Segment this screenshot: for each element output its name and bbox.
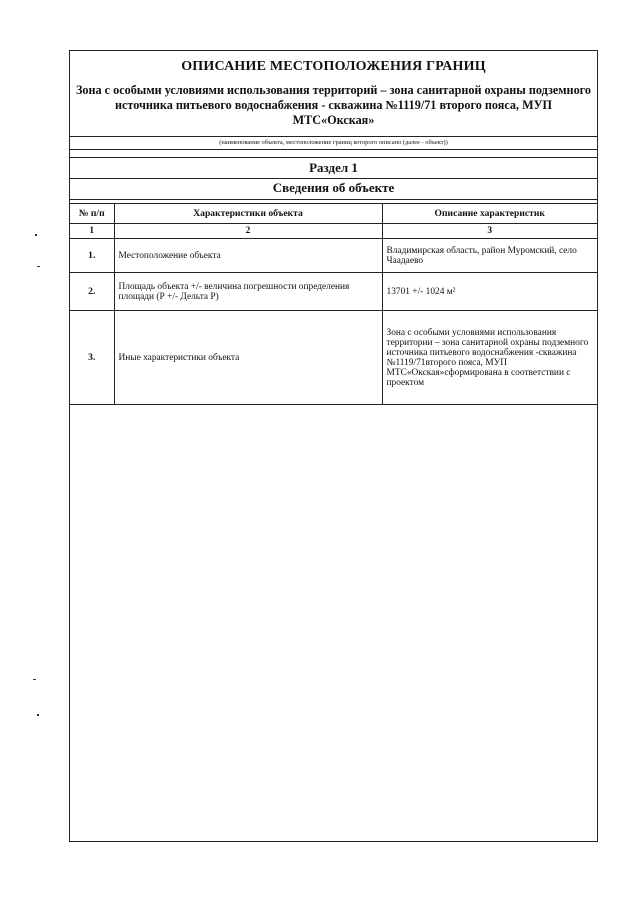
scan-speck [33,679,36,680]
row-number: 2. [70,273,114,311]
document-title: ОПИСАНИЕ МЕСТОПОЛОЖЕНИЯ ГРАНИЦ [181,59,486,74]
row-characteristic: Площадь объекта +/- величина погрешности определения площади (Р +/- Дельта Р) [114,273,382,311]
header-description: Описание характеристик [382,204,597,224]
object-name-hint: (наименование объекта, местоположение границ которого описано (далее - объект)) [70,136,597,150]
table-row [70,239,597,273]
header-characteristic: Характеристики объекта [114,204,382,224]
row-characteristic: Местоположение объекта [114,239,382,273]
column-number-row [70,224,597,239]
row-characteristic: Иные характеристики объекта [114,311,382,405]
section-title: Сведения об объекте [70,177,597,200]
section-number: Раздел 1 [70,157,597,179]
table-row [70,311,597,405]
row-number: 3. [70,311,114,405]
column-number: 2 [114,224,382,239]
document-frame [69,50,598,842]
table-header-row [70,204,597,224]
column-number: 1 [70,224,114,239]
row-number: 1. [70,239,114,273]
column-number: 3 [382,224,597,239]
row-description: Владимирская область, район Муромский, село Чаадаево [382,239,597,273]
row-description: 13701 +/- 1024 м² [382,273,597,311]
header-number: № п/п [70,204,114,224]
object-name: Зона с особыми условиями использования территорий – зона санитарной охраны подземного источника питьевого водоснабжения - скважина №1119/71 второго пояса, МУП МТС«Окская» [75,83,592,127]
table-row [70,273,597,311]
scan-speck [37,714,39,716]
scan-speck [35,234,37,236]
object-info-table [70,203,597,405]
row-description: Зона с особыми условиями использования территории – зона санитарной охраны подземного источника питьевого водоснабжения -скважина №1119/71второго пояса, МУП МТС«Окская»сформирована в соответствии с проектом [382,311,597,405]
scan-speck [37,266,40,267]
